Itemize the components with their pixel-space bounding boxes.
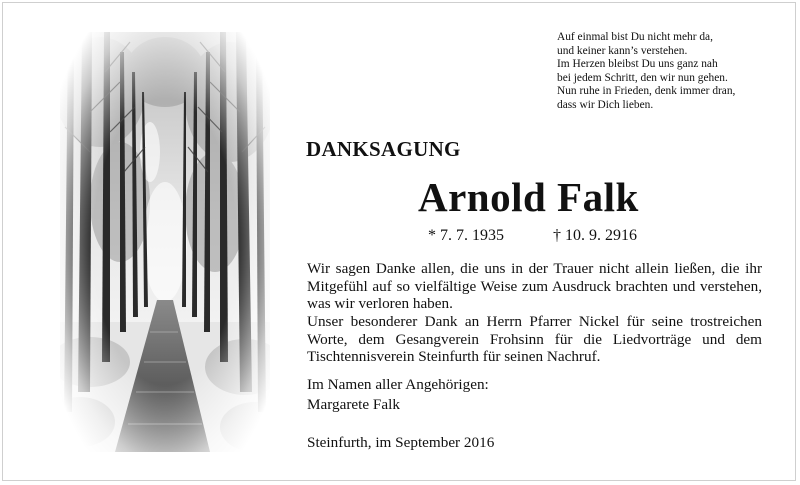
birth-date: * 7. 7. 1935 [428,227,504,244]
poem [557,31,787,113]
poem-line: und keiner kann’s verstehen. [557,44,688,57]
forest-path-photo [60,32,270,452]
death-date: † 10. 9. 2916 [553,227,637,244]
notice-heading: DANKSAGUNG [306,137,461,161]
poem-line: Im Herzen bleibst Du uns ganz nah [557,58,718,71]
deceased-name: Arnold Falk [418,174,639,220]
poem-line: bei jedem Schritt, den wir nun gehen. [557,71,728,84]
poem-line: Auf einmal bist Du nicht mehr da, [557,31,713,43]
special-thanks-paragraph: Unser besonderer Dank an Herrn Pfarrer Nickel für seine trostreichen Worte, dem Gesangverein Frohsinn für die Liedvorträge und dem Tischtennisverein Steinfurth für seinen Nachruf. [307,313,762,365]
signature-name: Margarete Falk [307,396,400,413]
thanks-paragraph: Wir sagen Danke allen, die uns in der Trauer nicht allein ließen, die ihr Mitgefühl auf so vielfältige Weise zum Ausdruck brachten und verstehen, was wir verloren haben. [307,260,762,312]
place-date: Steinfurth, im September 2016 [307,434,495,451]
poem-line: dass wir Dich lieben. [557,98,654,111]
poem-line: Nun ruhe in Frieden, denk immer dran, [557,85,736,98]
signature-intro: Im Namen aller Angehörigen: [307,376,489,393]
